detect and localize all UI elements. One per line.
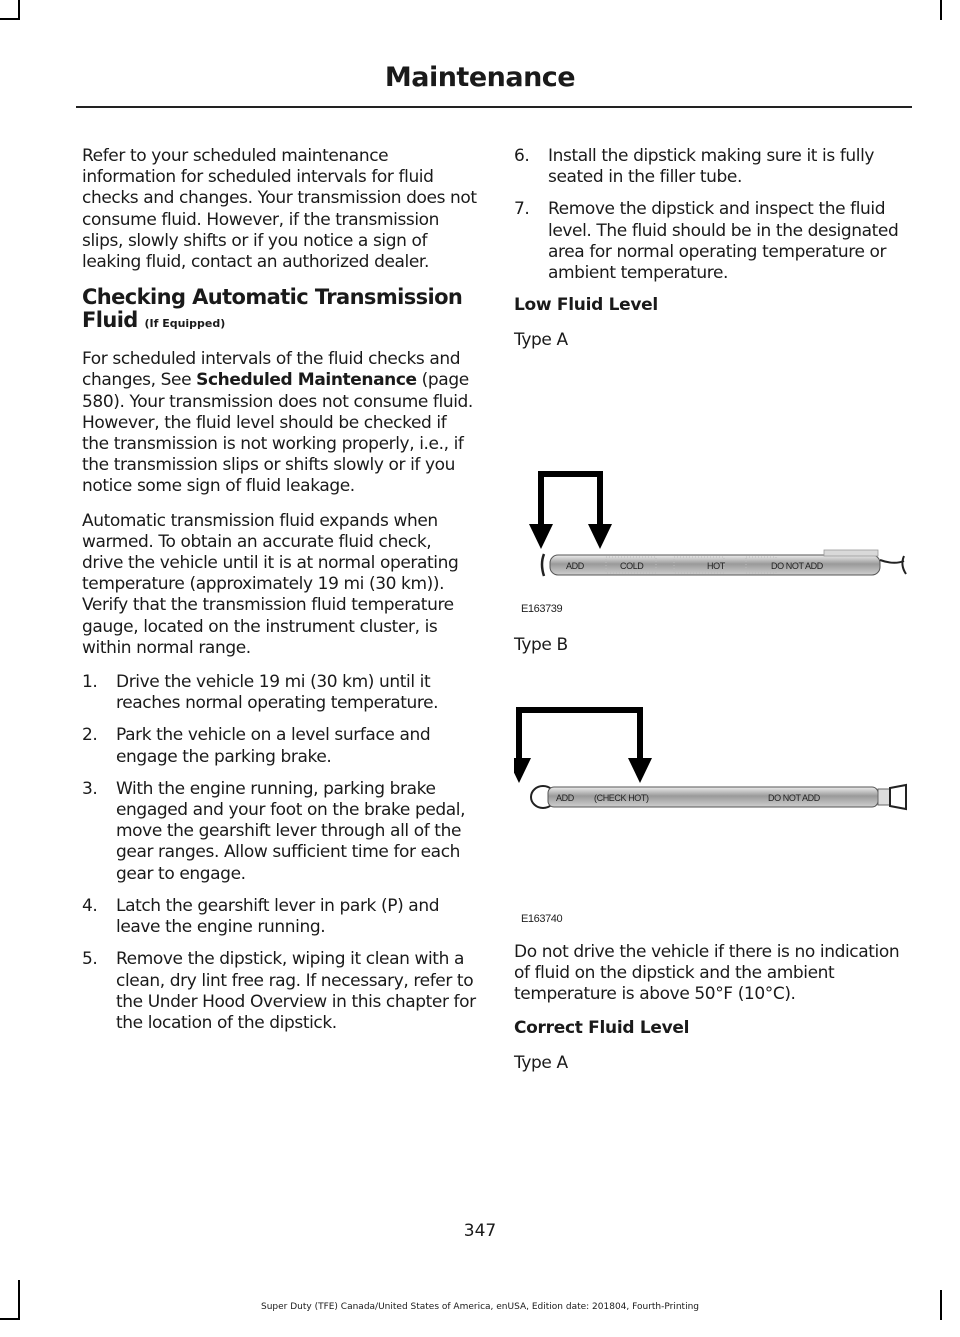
arrow-down-icon [514, 758, 531, 783]
label-add: ADD [556, 792, 574, 803]
dipstick-b-illustration [514, 670, 909, 930]
expansion-paragraph: Automatic transmission fluid expands when warmed. To obtain an accurate fluid check, drive the vehicle until it is at normal operating temperature (approximately 19 mi (30 km)). Verify that the transmission fluid temperature gauge, located on the instrument cluster, is within normal range. [82, 510, 459, 658]
crop-mark-top-right [940, 0, 942, 20]
schedule-text-b: (page 580). Your transmission does not consume fluid. However, the fluid level should be checked if the transmission is not working properly, i.e., if the transmission slips or shifts slowly or if you notice some sign of fluid leakage. [82, 370, 473, 497]
step-number: 3. [82, 778, 98, 799]
list-item [514, 146, 909, 188]
schedule-text-a: For scheduled intervals of the fluid checks and changes, See [82, 349, 461, 391]
type-b-label: Type B [514, 635, 568, 656]
step-text: Latch the gearshift lever in park (P) and leave the engine running. [116, 895, 440, 938]
dipstick-handle [890, 785, 906, 809]
step-text: Remove the dipstick, wiping it clean with a clean, dry lint free rag. If necessary, refer to the Under Hood Overview in this chapter for the location of the dipstick. [116, 949, 476, 1033]
steps-list-left [82, 672, 477, 1034]
list-item [82, 725, 477, 767]
list-item [82, 896, 477, 938]
low-fluid-heading: Low Fluid Level [514, 295, 658, 316]
type-a-label: Type A [514, 330, 568, 351]
label-add: ADD [566, 561, 584, 572]
arrow-down-icon [628, 758, 652, 783]
step-text: Drive the vehicle 19 mi (30 km) until it reaches normal operating temperature. [116, 672, 439, 714]
step-text: Remove the dipstick and inspect the fluid level. The fluid should be in the designated area for normal operating temperature or ambient temperature. [548, 199, 899, 284]
dipstick-handle [880, 560, 904, 563]
dipstick-collar [824, 550, 878, 556]
list-item [82, 672, 477, 714]
step-text: Park the vehicle on a level surface and engage the parking brake. [116, 725, 431, 767]
figure-id: E163740 [521, 912, 563, 925]
crop-mark-top-left-h [0, 18, 20, 20]
step-text: Install the dipstick making sure it is fully seated in the filler tube. [548, 146, 875, 188]
step-number: 6. [514, 146, 530, 166]
crop-mark-bottom-left-h [0, 1318, 20, 1320]
step-number: 7. [514, 199, 530, 220]
type-a-label-2: Type A [514, 1053, 568, 1074]
warning-paragraph: Do not drive the vehicle if there is no indication of fluid on the dipstick and the ambient temperature is above 50°F (10°C). [514, 941, 900, 1005]
label-do-not-add: DO NOT ADD [771, 561, 823, 572]
left-column [82, 146, 477, 1045]
list-item [82, 949, 477, 1034]
dipstick-collar [878, 789, 890, 805]
arrow-down-icon [588, 524, 612, 549]
figure-id: E163739 [521, 603, 563, 616]
dipstick-handle-end [902, 556, 906, 574]
page-number: 347 [463, 1221, 497, 1241]
crop-mark-top-left [18, 0, 20, 20]
dipstick-figure-a [514, 364, 909, 619]
dipstick-figure-b [514, 670, 909, 930]
range-bracket [519, 710, 640, 763]
label-hot: HOT [707, 561, 725, 572]
header-divider [76, 106, 912, 108]
list-item [82, 779, 477, 885]
dipstick-tip [542, 554, 544, 576]
label-check-hot: (CHECK HOT) [594, 792, 649, 803]
step-text: With the engine running, parking brake engaged and your foot on the brake pedal, move the gearshift lever through all of the gear ranges. Allow sufficient time for each gear to engage. [116, 778, 466, 884]
right-column [514, 146, 909, 1087]
crop-mark-bottom-left [18, 1280, 20, 1320]
label-do-not-add: DO NOT ADD [768, 792, 820, 803]
step-number: 5. [82, 949, 98, 970]
arrow-down-icon [529, 524, 553, 549]
dipstick-a-illustration [514, 364, 909, 619]
step-number: 4. [82, 895, 98, 916]
step-number: 1. [82, 672, 98, 693]
intro-paragraph: Refer to your scheduled maintenance information for scheduled intervals for fluid checks and changes. Your transmission does not consume fluid. However, if the transmission slips, slowly shifts or if you notice a sign of leaking fluid, contact an authorized dealer. [82, 146, 477, 273]
range-bracket [541, 474, 600, 529]
page-title: Maintenance [384, 62, 576, 93]
schedule-paragraph [82, 349, 477, 497]
label-cold: COLD [620, 561, 644, 572]
section-title: Checking Automatic Transmission Fluid [82, 285, 463, 333]
steps-list-right [514, 146, 909, 284]
edition-footer: Super Duty (TFE) Canada/United States of America, enUSA, Edition date: 201804, Fourth-Printing [260, 1302, 699, 1312]
section-qualifier: (If Equipped) [144, 317, 226, 331]
section-heading [82, 286, 477, 335]
correct-fluid-heading: Correct Fluid Level [514, 1018, 690, 1039]
step-number: 2. [82, 725, 98, 746]
list-item [514, 199, 909, 284]
scheduled-maintenance-link[interactable]: Scheduled Maintenance [196, 370, 417, 391]
